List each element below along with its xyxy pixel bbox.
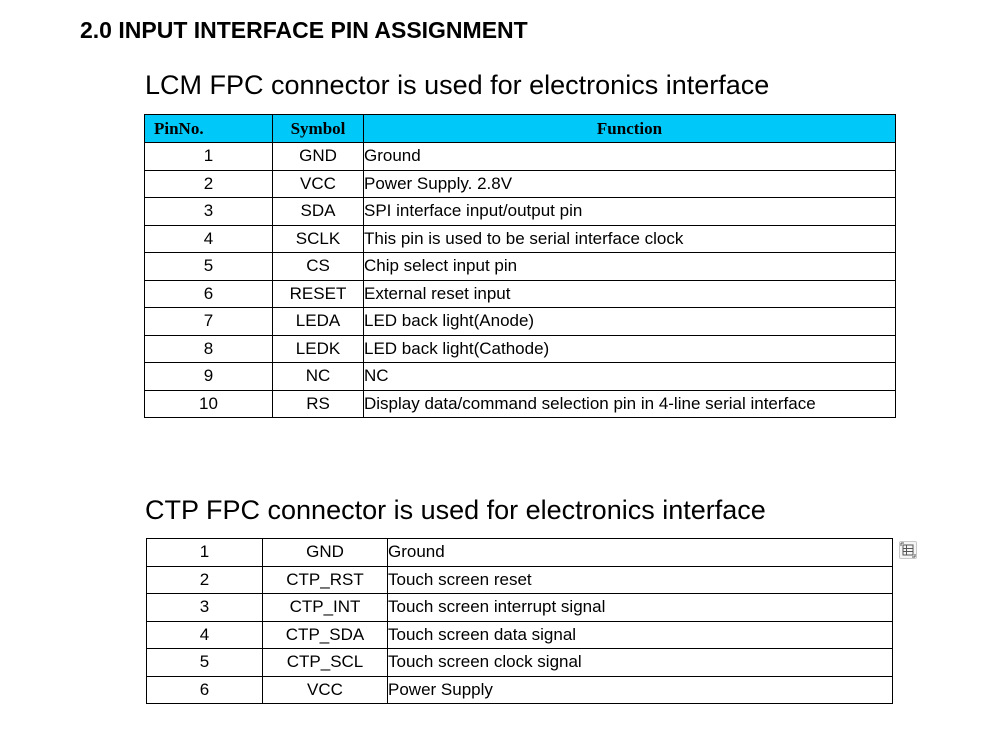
table-row: [147, 566, 893, 594]
pin-number: 1: [147, 539, 263, 567]
pin-symbol: LEDK: [273, 335, 364, 363]
pin-number: 2: [147, 566, 263, 594]
pin-function: Touch screen clock signal: [388, 649, 893, 677]
ctp-pin-table: [146, 538, 893, 704]
pin-number: 9: [145, 363, 273, 391]
pin-number: 4: [145, 225, 273, 253]
pin-number: 10: [145, 390, 273, 418]
pin-number: 6: [147, 676, 263, 704]
table-row: [145, 170, 896, 198]
table-row: [147, 594, 893, 622]
pin-number: 5: [145, 253, 273, 281]
pin-number: 1: [145, 143, 273, 171]
pin-function: This pin is used to be serial interface clock: [364, 225, 896, 253]
pin-symbol: NC: [273, 363, 364, 391]
pin-symbol: CTP_INT: [263, 594, 388, 622]
pin-function: LED back light(Cathode): [364, 335, 896, 363]
pin-function: SPI interface input/output pin: [364, 198, 896, 226]
pin-function: External reset input: [364, 280, 896, 308]
pin-function: Power Supply: [388, 676, 893, 704]
table-row: [145, 308, 896, 336]
lcm-header-row: [145, 115, 896, 143]
pin-function: Ground: [388, 539, 893, 567]
lcm-pin-table: [144, 114, 896, 418]
pin-symbol: RESET: [273, 280, 364, 308]
pin-symbol: GND: [273, 143, 364, 171]
table-row: [145, 143, 896, 171]
pin-symbol: VCC: [263, 676, 388, 704]
pin-symbol: RS: [273, 390, 364, 418]
pin-symbol: SDA: [273, 198, 364, 226]
pin-function: Power Supply. 2.8V: [364, 170, 896, 198]
pin-symbol: CTP_RST: [263, 566, 388, 594]
table-row: [145, 390, 896, 418]
pin-number: 3: [147, 594, 263, 622]
pin-number: 8: [145, 335, 273, 363]
pin-number: 3: [145, 198, 273, 226]
table-row: [147, 539, 893, 567]
table-row: [145, 335, 896, 363]
table-row: [147, 649, 893, 677]
pin-symbol: GND: [263, 539, 388, 567]
col-header-symbol: Symbol: [273, 115, 364, 143]
pin-symbol: VCC: [273, 170, 364, 198]
pin-symbol: CS: [273, 253, 364, 281]
col-header-function: Function: [364, 115, 896, 143]
pin-function: Touch screen data signal: [388, 621, 893, 649]
table-row: [145, 198, 896, 226]
pin-function: LED back light(Anode): [364, 308, 896, 336]
pin-function: Chip select input pin: [364, 253, 896, 281]
ctp-table-title: CTP FPC connector is used for electronics interface: [145, 495, 766, 525]
pin-number: 5: [147, 649, 263, 677]
pin-function: Touch screen reset: [388, 566, 893, 594]
pin-symbol: LEDA: [273, 308, 364, 336]
pin-function: Touch screen interrupt signal: [388, 594, 893, 622]
table-row: [145, 253, 896, 281]
table-row: [147, 621, 893, 649]
col-header-pinno: PinNo.: [145, 115, 273, 143]
pin-symbol: CTP_SCL: [263, 649, 388, 677]
pin-function: Display data/command selection pin in 4-line serial interface: [364, 390, 896, 418]
table-row: [145, 225, 896, 253]
pin-symbol: CTP_SDA: [263, 621, 388, 649]
table-select-icon[interactable]: [899, 541, 917, 559]
table-row: [145, 363, 896, 391]
pin-function: NC: [364, 363, 896, 391]
pin-number: 2: [145, 170, 273, 198]
table-row: [147, 676, 893, 704]
table-row: [145, 280, 896, 308]
pin-symbol: SCLK: [273, 225, 364, 253]
pin-number: 4: [147, 621, 263, 649]
pin-function: Ground: [364, 143, 896, 171]
pin-number: 7: [145, 308, 273, 336]
pin-number: 6: [145, 280, 273, 308]
lcm-table-title: LCM FPC connector is used for electronics interface: [145, 70, 770, 100]
section-title: 2.0 INPUT INTERFACE PIN ASSIGNMENT: [80, 17, 528, 43]
